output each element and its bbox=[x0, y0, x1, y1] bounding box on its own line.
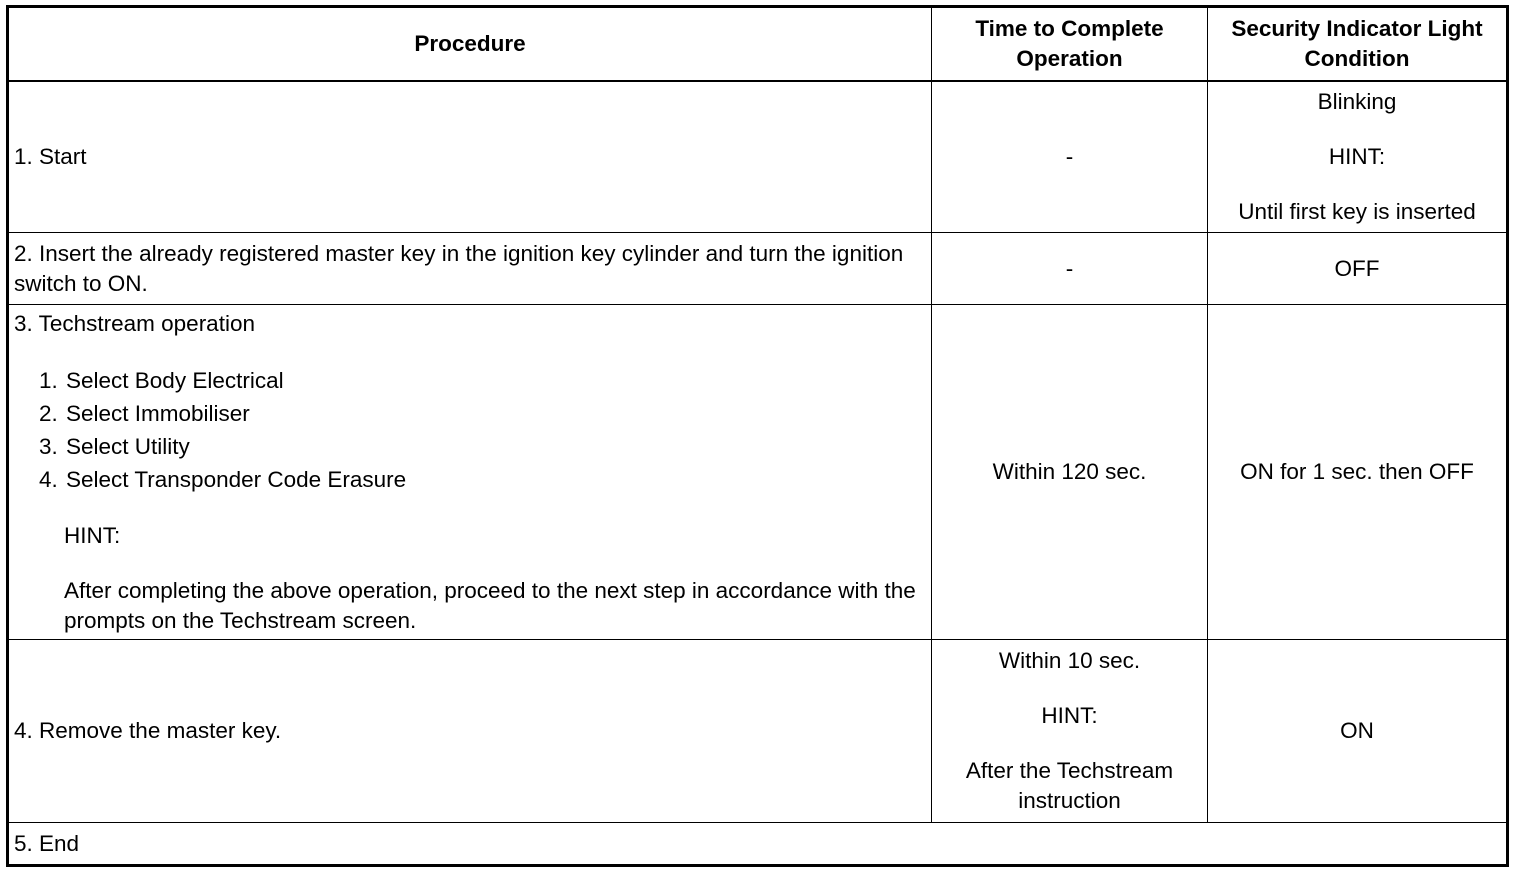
header-procedure: Procedure bbox=[8, 7, 932, 82]
hint-label: HINT: bbox=[1328, 144, 1386, 169]
light-cell: ON bbox=[1208, 640, 1508, 823]
list-item: 1. Select Body Electrical bbox=[64, 364, 926, 397]
light-status: Blinking bbox=[1317, 89, 1397, 114]
hint-label: HINT: bbox=[1041, 703, 1098, 728]
procedure-table bbox=[6, 5, 1509, 867]
time-cell: - bbox=[932, 81, 1208, 233]
time-value: Within 10 sec. bbox=[998, 648, 1141, 673]
time-cell: - bbox=[932, 233, 1208, 305]
header-light-condition: Security Indicator Light Condition bbox=[1208, 7, 1508, 82]
procedure-cell: 4. Remove the master key. bbox=[8, 640, 932, 823]
header-time: Time to Complete Operation bbox=[932, 7, 1208, 82]
substep-list bbox=[14, 364, 926, 496]
procedure-step-title: 3. Techstream operation bbox=[14, 310, 255, 336]
header-row bbox=[8, 7, 1508, 82]
hint-text: After completing the above operation, proceed to the next step in accordance with the prompts on the Techstream screen. bbox=[64, 577, 916, 633]
table-row bbox=[8, 305, 1508, 640]
table-row bbox=[8, 233, 1508, 305]
list-item: 2. Select Immobiliser bbox=[64, 397, 926, 430]
table-row bbox=[8, 640, 1508, 823]
procedure-cell: 2. Insert the already registered master key in the ignition key cylinder and turn the ignition switch to ON. bbox=[8, 233, 932, 305]
procedure-cell: 5. End bbox=[8, 823, 1508, 866]
light-cell: ON for 1 sec. then OFF bbox=[1208, 305, 1508, 640]
table-row bbox=[8, 81, 1508, 233]
light-cell bbox=[1208, 81, 1508, 233]
table-row bbox=[8, 823, 1508, 866]
time-cell bbox=[932, 640, 1208, 823]
list-item: 3. Select Utility bbox=[64, 430, 926, 463]
hint-label: HINT: bbox=[64, 522, 121, 548]
time-cell: Within 120 sec. bbox=[932, 305, 1208, 640]
procedure-cell: 1. Start bbox=[8, 81, 932, 233]
hint-text: After the Techstream instruction bbox=[965, 758, 1174, 813]
hint-text: Until first key is inserted bbox=[1238, 199, 1476, 224]
light-cell: OFF bbox=[1208, 233, 1508, 305]
list-item: 4. Select Transponder Code Erasure bbox=[64, 463, 926, 496]
procedure-cell bbox=[8, 305, 932, 640]
